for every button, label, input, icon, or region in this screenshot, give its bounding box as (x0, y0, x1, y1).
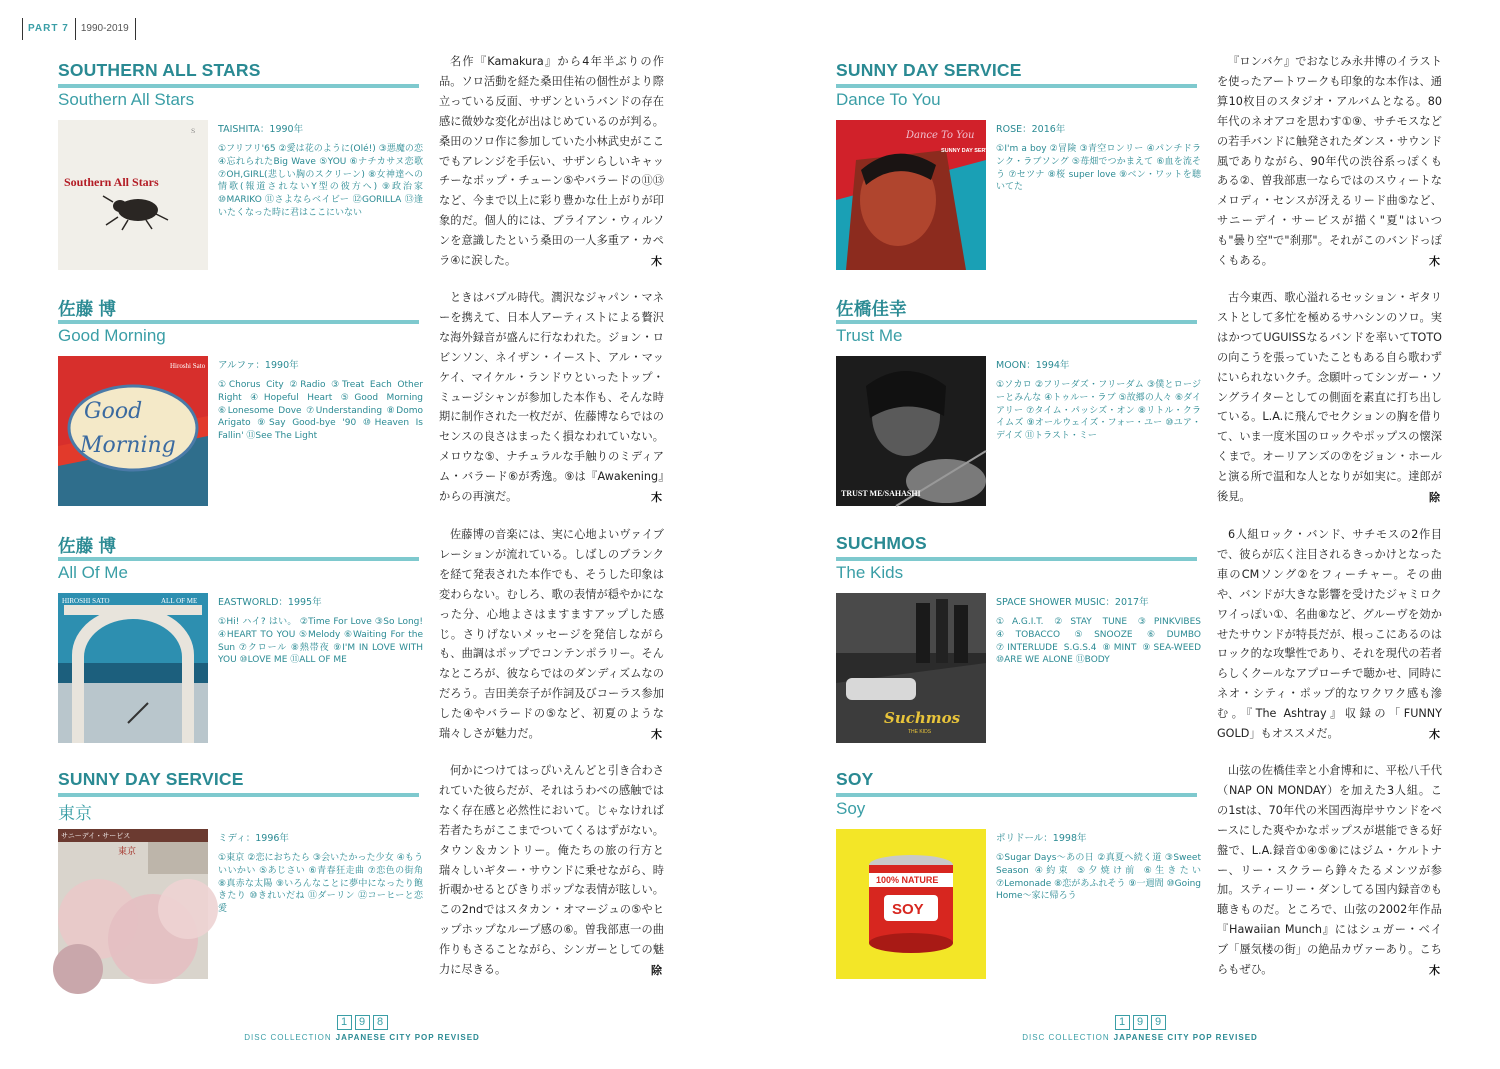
artist-name: 佐藤 博 (58, 299, 117, 319)
page-digit: 9 (1151, 1015, 1166, 1030)
cover-title: Southern All Stars (64, 175, 159, 189)
disc-entry (58, 528, 664, 758)
heading-rule (836, 557, 1197, 561)
years-label: 1990-2019 (75, 18, 136, 40)
page-digit: 9 (355, 1015, 370, 1030)
artist-name: SUCHMOS (836, 533, 927, 553)
part-label: PART 7 (22, 18, 75, 40)
footer-title: JAPANESE CITY POP REVISED (1113, 1033, 1258, 1042)
disc-entry (58, 764, 664, 994)
reviewer-mark: 木 (1429, 728, 1440, 741)
label-year: ROSE：2016年 (996, 124, 1066, 135)
review-text: ときはバブル時代。潤沢なジャパン・マネーを携えて、日本人アーティストによる贅沢な海外録音が盛んに行なわれた。ジョン・ロビンソン、ネイザン・イースト、アル・マッケイ、マイケル・ランドウといったトップ・ミュージシャンが参加した本作も、そんな時期に制作された一枚だが、佐藤博ならではのセンスの良さはまったく損なわれていない。メロウな⑤、ナチュラルな手触りのミディアム・バラード⑥が秀逸。⑨は『Awakening』からの再演だ。 (439, 291, 664, 504)
heading-rule (58, 557, 419, 561)
album-cover (836, 829, 986, 979)
cover-title: TRUST ME/SAHASHI (841, 489, 921, 498)
album-cover-art (836, 829, 986, 979)
label-year: ポリドール：1998年 (996, 833, 1087, 844)
cover-brand: 100% NATURE (876, 875, 939, 885)
page-digit: 8 (373, 1015, 388, 1030)
artist-name: 佐橋佳幸 (836, 299, 907, 319)
album-cover-art (836, 120, 999, 270)
album-cover-art (58, 120, 208, 270)
cover-title: SOY (892, 901, 924, 918)
cover-artist: SUNNY DAY SERVICE (941, 148, 999, 154)
album-cover-art (58, 593, 208, 743)
reviewer-mark: 除 (651, 964, 662, 977)
cover-artist: サニーデイ・サービス (61, 832, 131, 840)
cover-artist: Hiroshi Sato (170, 362, 206, 370)
page-number (227, 1015, 497, 1030)
heading-rule (836, 793, 1197, 797)
album-title: 東京 (58, 804, 92, 823)
album-cover (836, 356, 986, 506)
artist-name: SOUTHERN ALL STARS (58, 60, 261, 80)
footer-collection: DISC COLLECTION (1022, 1033, 1110, 1042)
footer-title: JAPANESE CITY POP REVISED (335, 1033, 480, 1042)
reviewer-mark: 除 (1429, 491, 1440, 504)
album-title: Good Morning (58, 326, 166, 345)
label-year: TAISHITA：1990年 (218, 124, 304, 135)
album-cover (836, 120, 999, 270)
album-cover (836, 593, 986, 743)
track-list: ①Hi! ハイ? はい。 ②Time For Love ③So Long! ④HEART TO YOU ⑤Melody ⑥Waiting For the Sun ⑦クロール ⑧熱帯夜 ⑨I'M IN LOVE WITH YOU ⑩LOVE ME ⑪ALL OF ME (218, 617, 423, 666)
cover-title: ALL OF ME (161, 597, 198, 605)
cover-title: Suchmos (884, 709, 961, 727)
review-text: 『ロンバケ』でおなじみ永井博のイラストを使ったアートワークも印象的な本作は、通算10枚目のスタジオ・アルバムとなる。80年代のネオアコを思わす①⑨、サチモスなどの若手バンドに触発されたダンス・サウンド風でありながら、90年代の渋谷系っぽくもある②、曽我部恵一ならではのスウィートなメロディ・センスが冴えるリード曲⑤など、サニーデイ・サービスが描く"夏"はいつも"曇り空"で"刹那"。それがこのバンドっぽくもある。 (1217, 55, 1442, 268)
track-list: ①フリフリ'65 ②愛は花のように(Olé!) ③悪魔の恋 ④忘れられたBig Wave ⑤YOU ⑥ナチカサヌ恋歌 ⑦OH,GIRL(悲しい胸のスクリーン) ⑧女神達への情歌(報道されないY型の彼方へ) ⑨政治家 ⑩MARIKO ⑪さよならベイビー ⑫GORILLA ⑬逢いたくなった時に君はここにいない (218, 144, 423, 218)
artist-name: SOY (836, 769, 874, 789)
disc-entry (836, 528, 1442, 758)
review-text: 名作『Kamakura』から4年半ぶりの作品。ソロ活動を経た桑田佳祐の個性がより際立っている反面、サザンというバンドの存在感に微妙な変化が出はじめているのが判る。桑田のソロ作に参加していた小林武史がここでもアレンジを手伝い、サザンらしいキャッチーなポップ・チューン⑤やバラードの⑪⑬など、今まで以上に彩り豊かな仕上がりが印象的だ。個人的には、ブライアン・ウィルソンを意識したという桑田の一人多重ア・カペラ④に涙した。 (439, 55, 664, 268)
heading-rule (58, 320, 419, 324)
cover-word-2: Morning (80, 433, 176, 458)
cover-artist: HIROSHI SATO (62, 597, 110, 605)
track-list: ①Chorus City ②Radio ③Treat Each Other Right ④Hopeful Heart ⑤Good Morning ⑥Lonesome Dove ⑦Understanding ⑧Domo Arigato ⑨Say Good-bye '90 ⑩Heaven Is Fallin' ⑪See The Light (218, 380, 423, 442)
heading-rule (836, 320, 1197, 324)
album-title: The Kids (836, 563, 904, 582)
footer-collection: DISC COLLECTION (244, 1033, 332, 1042)
album-cover (58, 356, 208, 506)
disc-entry (836, 291, 1442, 521)
artist-name: SUNNY DAY SERVICE (836, 60, 1022, 80)
reviewer-mark: 木 (1429, 964, 1440, 977)
album-cover (58, 829, 208, 979)
album-title: Southern All Stars (58, 90, 195, 109)
artist-name: SUNNY DAY SERVICE (58, 769, 244, 789)
album-cover-art (58, 356, 208, 506)
album-title: All Of Me (58, 563, 128, 582)
album-cover (58, 120, 208, 270)
track-list: ①東京 ②恋におちたら ③会いたかった少女 ④もういいかい ⑤あじさい ⑥青春狂走曲 ⑦恋色の街角 ⑧真赤な太陽 ⑨いろんなことに夢中になったり飽きたり ⑩きれいだね ⑪ダーリン ⑫コーヒーと恋愛 (218, 853, 423, 915)
track-list: ①I'm a boy ②冒険 ③青空ロンリー ④パンチドランク・ラブソング ⑤苺畑でつかまえて ⑥血を流そう ⑦セツナ ⑧桜 super love ⑨ベン・ワットを聴いてた (996, 144, 1201, 193)
page-digit: 1 (1115, 1015, 1130, 1030)
album-cover-art (58, 829, 208, 979)
page-digit: 1 (337, 1015, 352, 1030)
track-list: ①Sugar Days〜あの日 ②真夏へ続く道 ③Sweet Season ④約束 ⑤夕焼け前 ⑥生きたい ⑦Lemonade ⑧恋があふれそう ⑨一週間 ⑩Going Home〜家に帰ろう (996, 853, 1201, 902)
label-year: MOON：1994年 (996, 360, 1070, 371)
disc-entry (836, 764, 1442, 994)
page-digit: 9 (1133, 1015, 1148, 1030)
reviewer-mark: 木 (651, 728, 662, 741)
review-text: 佐藤博の音楽には、実に心地よいヴァイブレーションが流れている。しばしのブランクを経て発表された本作でも、そうした印象は変わらない。むしろ、歌の表情が穏やかになった分、心地よさはますますアップした感じ。さりげないメッセージを発信しながらも、曲調はポップでコンテンポラリー。そんなところが、彼ならではのダンディズムなのだろう。吉田美奈子が作詞及びコーラス参加した④やバラードの⑤など、初夏のような瑞々しさが魅力だ。 (439, 528, 664, 741)
page-footer-left (227, 1015, 497, 1042)
cover-word-1: Good (84, 399, 143, 424)
page-number (1005, 1015, 1275, 1030)
svg-text:Ｓ: Ｓ (190, 128, 197, 135)
cover-subtitle: THE KIDS (908, 729, 932, 735)
label-year: ミディ：1996年 (218, 833, 289, 844)
reviewer-mark: 木 (1429, 255, 1440, 268)
disc-entry (836, 55, 1442, 285)
page-header (22, 18, 136, 40)
artist-name: 佐藤 博 (58, 536, 117, 556)
album-title: Soy (836, 799, 866, 818)
footer-caption (227, 1033, 497, 1042)
track-list: ①ソカロ ②フリーダズ・フリーダム ③僕とロージーとみんな ④トゥルー・ラブ ⑤故郷の人々 ⑥ダイアリー ⑦タイム・パッシズ・オン ⑧リトル・クライムズ ⑨オールウェイズ・フォー・ユー ⑩ユア・デイズ ⑪トラスト・ミー (996, 380, 1201, 442)
heading-rule (58, 793, 419, 797)
album-cover (58, 593, 208, 743)
review-text: 6人組ロック・バンド、サチモスの2作目で、彼らが広く注目されるきっかけとなった車のCMソング②をフィーチャー。その曲や、バンドが大きな影響を受けたジャミロクワイっぽい①、名曲⑧など、グルーヴを効かせたサウンドが特長だが、根っこにあるのはロック的な攻撃性であり、それを現代の若者らしくクールなアプローチで聴かせ、同時にネオ・シティ・ポップ的なワクワク感も滲む。『The Ashtray』収録の「FUNNY GOLD」もオススメだ。 (1217, 528, 1442, 741)
album-title: Dance To You (836, 90, 941, 109)
review-text: 古今東西、歌心溢れるセッション・ギタリストとして多忙を極めるサハシンのソロ。実はかつてUGUISSなるバンドを率いてTOTOの向こうを張っていたこともある自ら歌わずにいられないクチ。念願叶ってシンガー・ソングライターとしての側面を素直に打ち出している。L.A.に飛んでセクションの胸を借りて、いま一度米国のロックやポップスの懐深くまで。オーリアンズの⑦をジョン・ホールと演る所で温和な人となりが如実に。達郎が後見。 (1217, 291, 1442, 504)
reviewer-mark: 木 (651, 255, 662, 268)
reviewer-mark: 木 (651, 491, 662, 504)
track-list: ①A.G.I.T. ②STAY TUNE ③PINKVIBES ④TOBACCO ⑤SNOOZE ⑥DUMBO ⑦INTERLUDE S.G.S.4 ⑧MINT ⑨SEA-WEED ⑩ARE WE ALONE ⑪BODY (996, 617, 1201, 666)
review-text: 何かにつけてはっぴいえんどと引き合わされていた彼らだが、それはうわべの感触ではなく存在感と必然性において。じゃなければ若者たちがここまでついてくるはずがない。タウン＆カントリー。俺たちの旅の行方と瑞々しいギター・サウンドに乗せながら、時折覗かせるとびきりポップな表情が眩しい。この2ndではスタカン・オマージュの⑤やヒップホップなループ感の⑥。曽我部恵一の曲作りもさることながら、シンガーとしての魅力に尽きる。 (439, 764, 664, 977)
footer-caption (1005, 1033, 1275, 1042)
album-title: Trust Me (836, 326, 903, 345)
review-text: 山弦の佐橋佳幸と小倉博和に、平松八千代（NAP ON MONDAY）を加えた3人組。この1stは、70年代の米国西海岸サウンドをベースにした爽やかなポップスが堪能できる好盤で、L.A.録音①④⑤⑧にはジム・ケルトナー、リー・スクラーら錚々たるメンツが参加。スティーリー・ダンしてる国内録音⑦も聴きものだ。ところで、山弦の2002年作品『Hawaiian Munch』にはシュガー・ベイブ「蜃気楼の街」の絶品カヴァーあり。こちらもぜひ。 (1217, 764, 1442, 977)
label-year: アルファ：1990年 (218, 360, 299, 371)
album-cover-art (836, 356, 986, 506)
page-footer-right (1005, 1015, 1275, 1042)
cover-title: 東京 (118, 847, 137, 857)
disc-entry (58, 55, 664, 285)
label-year: SPACE SHOWER MUSIC：2017年 (996, 597, 1149, 608)
label-year: EASTWORLD：1995年 (218, 597, 322, 608)
cover-title: Dance To You (906, 130, 975, 141)
heading-rule (836, 84, 1197, 88)
album-cover-art (836, 593, 986, 743)
heading-rule (58, 84, 419, 88)
disc-entry (58, 291, 664, 521)
